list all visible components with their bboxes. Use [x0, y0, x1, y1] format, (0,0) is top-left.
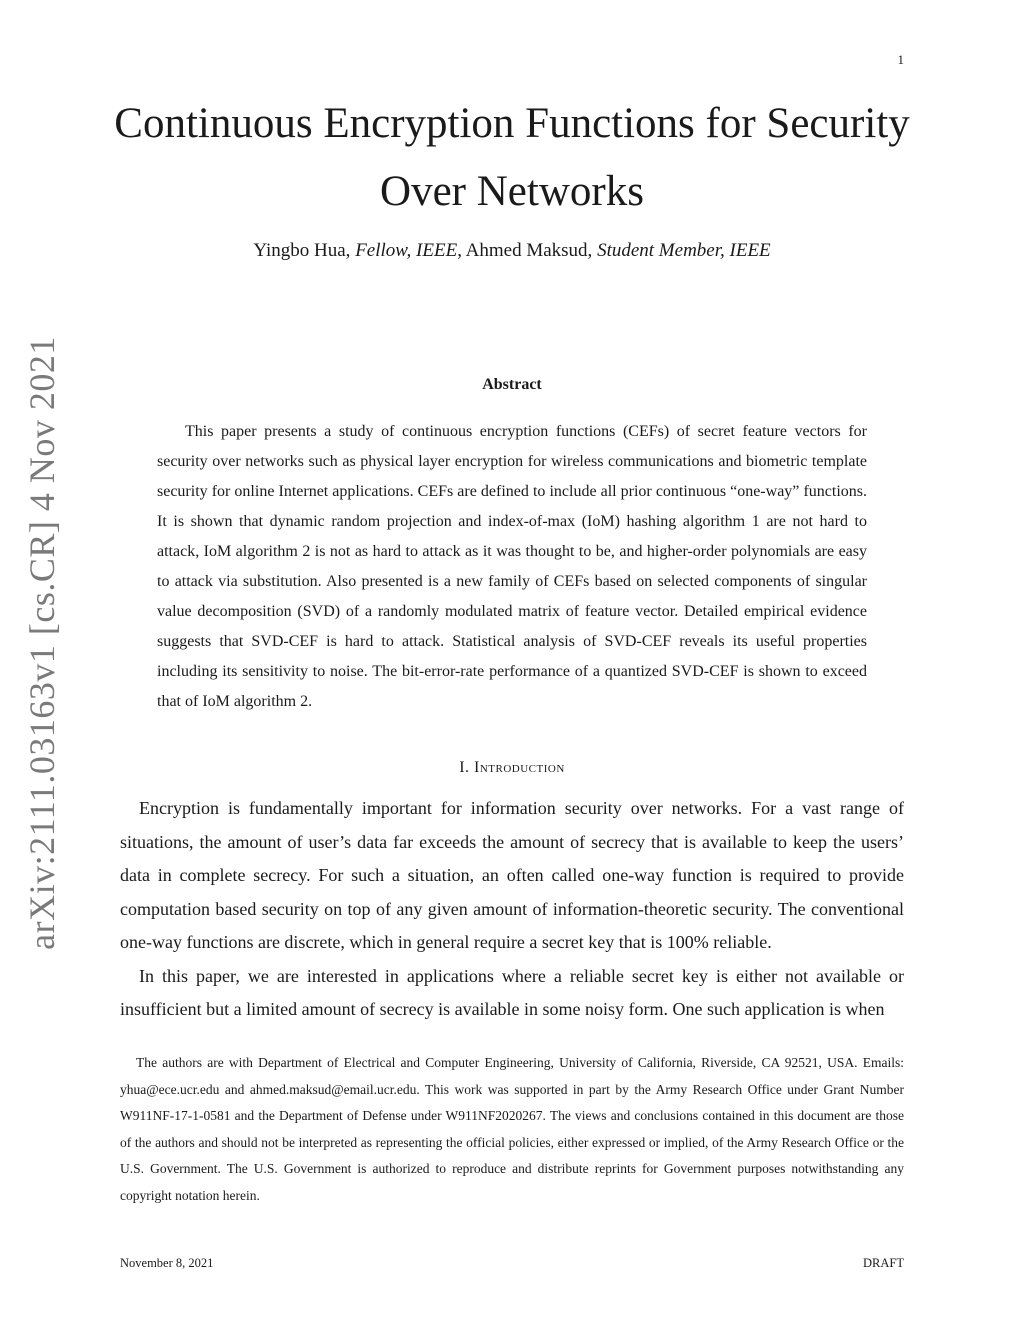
introduction-body: [120, 792, 904, 1027]
footer-date: November 8, 2021: [120, 1256, 214, 1270]
section-heading-introduction: [0, 759, 1024, 777]
abstract-text: This paper presents a study of continuous encryption functions (CEFs) of secret feature vectors for security over networks such as physical layer encryption for wireless communications and biometric template security for online Internet applications. CEFs are defined to include all prior continuous “one-way” functions. It is shown that dynamic random projection and index-of-max (IoM) hashing algorithm 1 are not hard to attack, IoM algorithm 2 is not as hard to attack as it was thought to be, and higher-order polynomials are easy to attack via substitution. Also presented is a new family of CEFs based on selected components of singular value decomposition (SVD) of a randomly modulated matrix of feature vector. Detailed empirical evidence suggests that SVD-CEF is hard to attack. Statistical analysis of SVD-CEF reveals its useful properties including its sensitivity to noise. The bit-error-rate performance of a quantized SVD-CEF is shown to exceed that of IoM algorithm 2.: [157, 423, 867, 710]
author-1-name: Yingbo Hua,: [253, 240, 351, 261]
author-separator: ,: [457, 240, 462, 261]
author-1-role: Fellow, IEEE: [355, 240, 458, 261]
page-number: 1: [897, 52, 904, 67]
footer-draft-label: DRAFT: [863, 1256, 904, 1270]
paper-title: [0, 90, 1024, 226]
section-numeral: I.: [459, 759, 470, 776]
author-2-name: Ahmed Maksud,: [465, 240, 593, 261]
abstract-heading: Abstract: [482, 376, 542, 393]
section-title: Introduction: [474, 759, 565, 776]
paper-title-line-1: Continuous Encryption Functions for Security: [114, 100, 910, 147]
author-2-role: Student Member, IEEE: [597, 240, 771, 261]
introduction-paragraph-1: Encryption is fundamentally important for information security over networks. For a vast range of situations, the amount of user’s data far exceeds the amount of secrecy that is available to keep the users’ data in complete secrecy. For such a situation, an often called one-way function is required to provide computation based security on top of any given amount of information-theoretic security. The conventional one-way functions are discrete, which in general require a secret key that is 100% reliable.: [120, 798, 904, 952]
introduction-paragraph-2: In this paper, we are interested in applications where a reliable secret key is either not available or insufficient but a limited amount of secrecy is available in some noisy form. One such application is when: [120, 965, 904, 1019]
author-affiliation-footnote: The authors are with Department of Electrical and Computer Engineering, University of California, Riverside, CA 92521, USA. Emails: yhua@ece.ucr.edu and ahmed.maksud@email.ucr.edu. This work was supported in part by the Army Research Office under Grant Number W911NF-17-1-0581 and the Department of Defense under W911NF2020267. The views and conclusions contained in this document are those of the authors and should not be interpreted as representing the official policies, either expressed or implied, of the Army Research Office or the U.S. Government. The U.S. Government is authorized to reproduce and distribute reprints for Government purposes notwithstanding any copyright notation herein.: [120, 1055, 904, 1203]
paper-title-line-2: Over Networks: [380, 168, 644, 215]
arxiv-identifier-stamp[interactable]: arXiv:2111.03163v1 [cs.CR] 4 Nov 2021: [22, 336, 62, 950]
author-list: [0, 240, 1024, 262]
